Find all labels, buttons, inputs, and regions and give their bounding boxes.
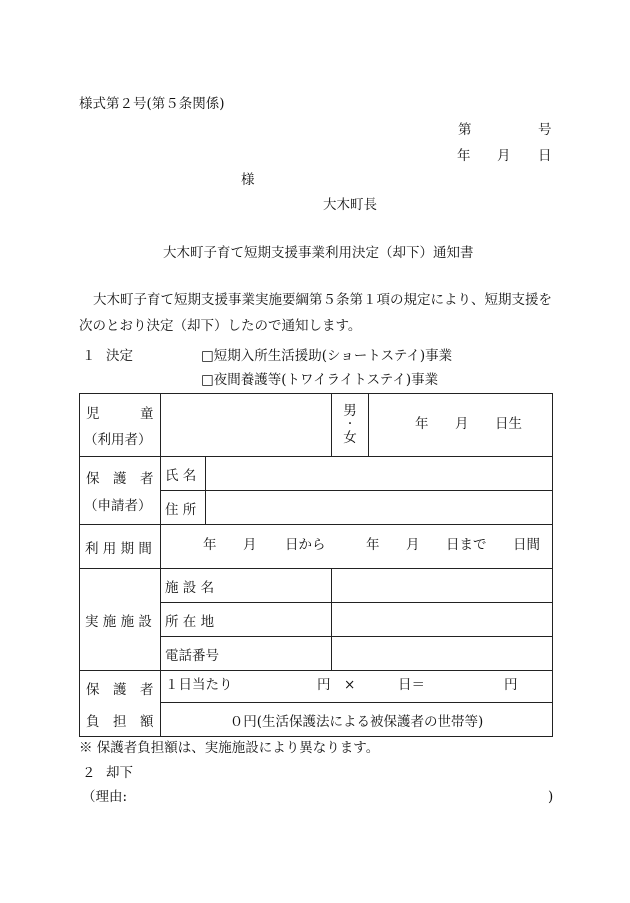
date-month: 月 <box>497 148 511 164</box>
facility-name-row <box>80 569 553 603</box>
reason-field[interactable] <box>130 788 545 806</box>
period-row <box>80 525 553 569</box>
decision-option-shortstay[interactable]: □短期入所生活援助(ショートステイ)事業 <box>201 348 453 364</box>
burden-label-1: 保 護 者 <box>86 681 154 698</box>
facility-phone-label-cell <box>161 637 332 671</box>
period-label: 利 用 期 間 <box>80 525 161 569</box>
decision-label: 決定 <box>106 348 133 364</box>
burden-calc-field[interactable] <box>161 671 553 703</box>
facility-name-field[interactable] <box>332 569 553 603</box>
child-row <box>80 394 553 457</box>
yen-1: 円 <box>317 676 331 693</box>
child-label-cell <box>80 394 161 457</box>
reason-close: ) <box>548 789 554 805</box>
yen-2: 円 <box>504 676 518 693</box>
intro-line-2: 次のとおり決定（却下）したので通知します。 <box>79 318 362 334</box>
details-table <box>79 393 553 737</box>
guardian-address-field[interactable] <box>206 491 553 525</box>
zero-yen-option[interactable]: ０円(生活保護法による被保護者の世帯等) <box>161 703 553 737</box>
doc-number-prefix: 第 <box>458 122 472 138</box>
burden-label-2: 負 担 額 <box>86 713 154 730</box>
period-days: 日間 <box>513 536 540 553</box>
birthdate-cell[interactable] <box>369 394 553 457</box>
guardian-label-cell <box>80 457 161 525</box>
child-sub-label: （利用者） <box>84 432 152 448</box>
period-to-day: 日まで <box>446 536 487 553</box>
form-number: 様式第２号(第５条関係) <box>79 96 225 112</box>
period-from-year: 年 <box>203 536 217 553</box>
facility-name-label: 施 設 名 <box>165 579 215 596</box>
child-label: 児 童 <box>86 406 154 422</box>
facility-phone-label: 電話番号 <box>165 647 219 664</box>
facility-label: 実 施 施 設 <box>80 569 161 671</box>
intro-line-1: 大木町子育て短期支援事業実施要綱第５条第１項の規定により、短期支援を <box>93 292 552 308</box>
sex-female: 女 <box>343 429 357 446</box>
facility-location-field[interactable] <box>332 603 553 637</box>
birth-day: 日生 <box>495 416 522 432</box>
reason-open: （理由: <box>82 789 128 805</box>
issuer: 大木町長 <box>323 197 377 213</box>
per-day-label: １日当たり <box>165 676 233 693</box>
decision-option-twilightstay[interactable]: □夜間養護等(トワイライトステイ)事業 <box>201 372 439 388</box>
facility-phone-field[interactable] <box>332 637 553 671</box>
decision-number: １ <box>82 348 96 364</box>
rejection-number: ２ <box>82 765 96 781</box>
rejection-label: 却下 <box>106 765 133 781</box>
sex-dot: ・ <box>345 419 355 431</box>
days-equals: 日＝ <box>398 676 425 693</box>
note-text: ※ 保護者負担額は、実施施設により異なります。 <box>79 740 380 756</box>
child-name-cell[interactable] <box>161 394 332 457</box>
facility-name-label-cell <box>161 569 332 603</box>
birth-year: 年 <box>415 416 429 432</box>
period-from-day: 日から <box>285 536 326 553</box>
document-title: 大木町子育て短期支援事業利用決定（却下）通知書 <box>163 245 474 261</box>
guardian-address-label: 住 所 <box>161 491 206 525</box>
guardian-name-label: 氏 名 <box>161 457 206 491</box>
facility-location-label-cell <box>161 603 332 637</box>
sex-male: 男 <box>343 402 357 419</box>
guardian-name-row <box>80 457 553 491</box>
sex-cell[interactable] <box>332 394 369 457</box>
guardian-label: 保 護 者 <box>86 471 154 487</box>
date-year: 年 <box>457 148 471 164</box>
burden-calc-row <box>80 671 553 703</box>
period-from-month: 月 <box>243 536 257 553</box>
addressee-suffix: 様 <box>241 172 255 188</box>
guardian-sub-label: （申請者） <box>84 498 152 514</box>
burden-label-cell <box>80 671 161 737</box>
doc-number-suffix: 号 <box>538 122 552 138</box>
birth-month: 月 <box>455 416 469 432</box>
date-day: 日 <box>538 148 552 164</box>
guardian-name-field[interactable] <box>206 457 553 491</box>
period-field[interactable] <box>161 525 553 569</box>
times-sign: × <box>344 676 356 693</box>
period-to-month: 月 <box>406 536 420 553</box>
period-to-year: 年 <box>366 536 380 553</box>
facility-location-label: 所 在 地 <box>165 613 215 630</box>
